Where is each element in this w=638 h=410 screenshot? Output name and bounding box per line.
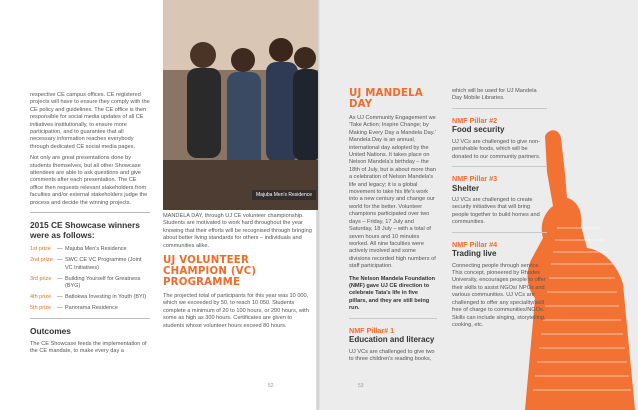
pillar-1-text: UJ VCs are challenged to give two to three children's reading books, <box>349 348 435 362</box>
prize-place: 4th prize <box>30 294 52 301</box>
prize-row <box>30 257 150 271</box>
pillar-4-text: Connecting people through service. This concept, pioneered by Rhodes University, encourages people to offer their skills to assist NGOs/ NPOs and various communities. UJ VCs are challenged to offer any speciality/skill free of charge to communities/NGOs. Skills can include singing, storytelling, cooking, etc. <box>452 262 546 328</box>
residence-photo <box>163 0 318 210</box>
volunteer-paragraph: The projected total of participants for this year was 10 000, which we exceeded by 50, to reach 10 050. Students complete a minimum of 20 to 100 hours, or 200 hours, with some as high as 300 hours. Certificates are given to students whose volunteer hours exceed 80 hours. <box>163 293 309 329</box>
section-divider <box>30 318 150 319</box>
prize-list <box>30 246 150 312</box>
prize-name: Building Yourself for Greatness (BYG) <box>65 275 141 289</box>
pillar-4-title: Trading live <box>452 249 497 259</box>
section-divider <box>452 232 547 233</box>
prize-place: 1st prize <box>30 246 51 253</box>
uj-mandela-day-heading: UJ MANDELA DAY <box>349 88 423 110</box>
volunteer-champion-heading: UJ VOLUNTEER CHAMPION (VC) PROGRAMME <box>163 255 257 289</box>
prize-dash: — <box>57 246 63 253</box>
mandela-day-paragraph: As UJ Community Engagement we 'Take Action; Inspire Change; by Making Every Day a Mandela Day.' Mandela Day is an annual, international day adopted by the United Nations. It takes place on Nelson Mandela's birthday – the 18th of July, but is about more than a celebration of Nelson Mandela's life and legacy; it is a global movement to take his life's work into a new century and change our world for the better. Volunteer champions participated over two days – Friday, 17 July and Saturday, 18 July – with a total of seven hours and 10 minutes worked. All nine faculties were actively involved and some divisions recorded high numbers of staff participation. <box>349 115 436 270</box>
page-number-right: 53 <box>358 383 364 389</box>
pillar-2-text: UJ VCs are challenged to give non-perishable foods, which will be donated to our community partners. <box>452 138 541 160</box>
pillar-3-label: NMF Pillar #3 <box>452 174 498 184</box>
prize-place: 3rd prize <box>30 275 52 282</box>
prize-dash: — <box>57 294 63 301</box>
middle-column <box>163 213 313 335</box>
pillar-2-label: NMF Pillar #2 <box>452 115 498 125</box>
mobile-libraries-paragraph: which will be used for UJ Mandela Day Mobile Libraries. <box>452 88 537 102</box>
prize-dash: — <box>57 305 63 312</box>
prize-dash: — <box>57 275 63 282</box>
section-divider <box>30 212 150 213</box>
right-column-b <box>452 88 547 334</box>
prize-row <box>30 276 150 290</box>
pillar-1-label: NMF Pillar# 1 <box>349 325 395 335</box>
prize-name: SWC CE VC Programme (Joint VC Initiatives) <box>65 257 142 271</box>
prize-name: Batlokwa Investing in Youth (BYI) <box>65 294 147 301</box>
pillar-2-title: Food security <box>452 125 505 135</box>
mandela-day-continued-paragraph: MANDELA DAY, through UJ CE volunteer championship. Students are motivated to work hard throughout the year knowing that their efforts will be recognised through bringing about better living standards for others – individuals and communities alike. <box>163 213 312 249</box>
showcase-paragraph-2: Not only are great presentations done by students themselves, but all other Showcase attendees are able to ask questions and give comments after each presentation. The CE office then requests relevant stakeholders from faculties and/or external stakeholders judge the process and decide the winning projects. <box>30 155 148 206</box>
photo-caption: Majuba Men's Residence <box>252 190 316 200</box>
right-column-a <box>349 88 437 368</box>
pillar-4-label: NMF Pillar #4 <box>452 239 498 249</box>
photo-illustration <box>163 0 318 210</box>
section-divider <box>452 166 547 167</box>
outcomes-heading: Outcomes <box>30 325 71 336</box>
left-column <box>30 92 150 359</box>
prize-row <box>30 246 150 253</box>
prize-row <box>30 305 150 312</box>
prize-name: Panorama Residence <box>65 305 118 312</box>
prize-place: 2nd prize <box>30 257 53 264</box>
page-number-left: 52 <box>268 383 274 389</box>
pillar-3-text: UJ VCs are challenged to create security initiatives that will bring people together to build homes and communities. <box>452 197 540 226</box>
nmf-direction-paragraph: The Nelson Mandela Foundation (NMF) gave UJ CE direction to celebrate Tata's life in five pillars, and they are still being run. <box>349 275 436 312</box>
pillar-3-title: Shelter <box>452 183 480 193</box>
prize-dash: — <box>57 257 63 264</box>
outcomes-paragraph: The CE Showcase feeds the implementation of the CE mandate, to make every day a <box>30 340 147 354</box>
section-divider <box>349 318 437 319</box>
section-divider <box>452 108 547 109</box>
winners-heading: 2015 CE Showcase winners were as follows: <box>30 220 140 241</box>
prize-row <box>30 294 150 301</box>
prize-place: 5th prize <box>30 305 52 312</box>
prize-name: Majuba Men's Residence <box>65 246 127 253</box>
showcase-paragraph-1: respective CE campus offices. CE registered projects will have to ensure they comply with the CE policy and guidelines. The CE office is then responsible for social media updates of all CE initiatives institutionally, to ensure more participation, and to guarantee that all necessary information reaches everybody through dedicated CE social media pages. <box>30 92 150 150</box>
pillar-1-title: Education and literacy <box>349 335 435 345</box>
